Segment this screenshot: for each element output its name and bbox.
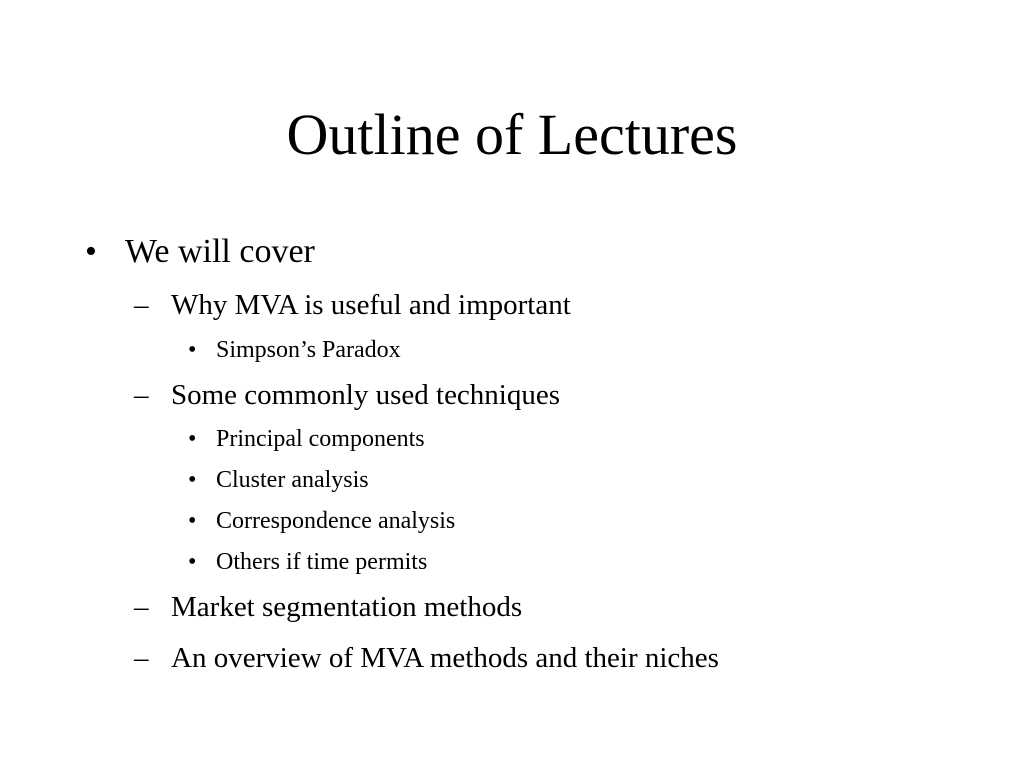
bullet-text: Simpson’s Paradox: [216, 337, 401, 363]
bullet-level1-we-will-cover: [0, 232, 1024, 272]
dash-marker: –: [134, 379, 149, 411]
bullet-text: Principal components: [216, 426, 425, 452]
bullet-text: Others if time permits: [216, 549, 428, 575]
bullet-marker: •: [188, 337, 197, 363]
bullet-text: Cluster analysis: [216, 467, 369, 493]
bullet-marker: •: [188, 508, 197, 534]
bullet-marker: •: [188, 549, 197, 575]
bullet-level2-market-segmentation: [0, 590, 1024, 624]
bullet-text: Some commonly used techniques: [171, 379, 561, 411]
bullet-text: Market segmentation methods: [171, 591, 523, 623]
dash-marker: –: [134, 289, 149, 321]
bullet-text: An overview of MVA methods and their niches: [171, 642, 719, 674]
bullet-marker: •: [188, 426, 197, 452]
bullet-level3-others: [0, 548, 1024, 576]
bullet-text: Correspondence analysis: [216, 508, 456, 534]
bullet-level2-techniques: [0, 378, 1024, 412]
bullet-text: We will cover: [125, 233, 315, 270]
bullet-level3-cluster-analysis: [0, 466, 1024, 494]
bullet-level2-why-mva: [0, 288, 1024, 322]
bullet-marker: •: [188, 467, 197, 493]
bullet-level3-simpsons-paradox: [0, 336, 1024, 364]
bullet-text: Why MVA is useful and important: [171, 289, 571, 321]
bullet-marker: •: [85, 233, 97, 270]
bullet-level3-principal-components: [0, 425, 1024, 453]
bullet-level2-overview: [0, 641, 1024, 675]
bullet-level3-correspondence-analysis: [0, 507, 1024, 535]
dash-marker: –: [134, 642, 149, 674]
slide-title: Outline of Lectures: [286, 102, 738, 167]
dash-marker: –: [134, 591, 149, 623]
